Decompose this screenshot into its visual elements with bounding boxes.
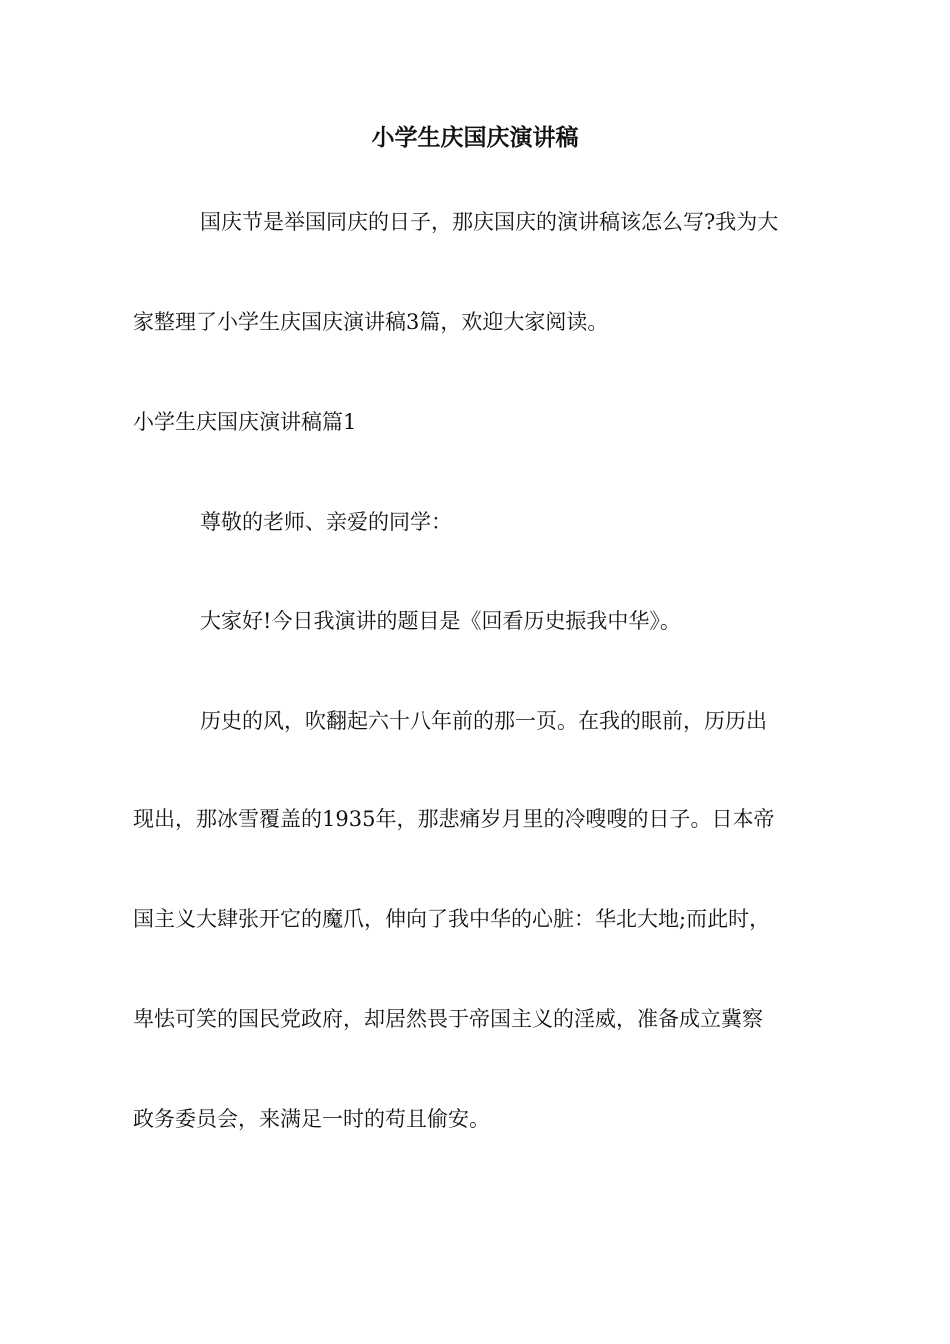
paragraph-line: 国庆节是举国同庆的日子，那庆国庆的演讲稿该怎么写?我为大 (200, 210, 779, 234)
paragraph-line: 现出，那冰雪覆盖的1935年，那悲痛岁月里的冷嗖嗖的日子。日本帝 (133, 807, 775, 831)
paragraph-line: 政务委员会，来满足一时的苟且偷安。 (133, 1107, 490, 1131)
paragraph-line: 家整理了小学生庆国庆演讲稿3篇，欢迎大家阅读。 (133, 310, 609, 334)
paragraph-line: 国主义大肆张开它的魔爪，伸向了我中华的心脏：华北大地;而此时， (133, 907, 771, 931)
paragraph-line: 历史的风，吹翻起六十八年前的那一页。在我的眼前，历历出 (200, 709, 767, 733)
section-heading: 小学生庆国庆演讲稿篇1 (133, 410, 357, 434)
salutation-line: 尊敬的老师、亲爱的同学： (200, 510, 452, 534)
paragraph-line: 卑怯可笑的国民党政府，却居然畏于帝国主义的淫威，准备成立冀察 (133, 1007, 763, 1031)
paragraph-line: 大家好!今日我演讲的题目是《回看历史振我中华》。 (200, 609, 681, 633)
document-title: 小学生庆国庆演讲稿 (371, 125, 579, 151)
